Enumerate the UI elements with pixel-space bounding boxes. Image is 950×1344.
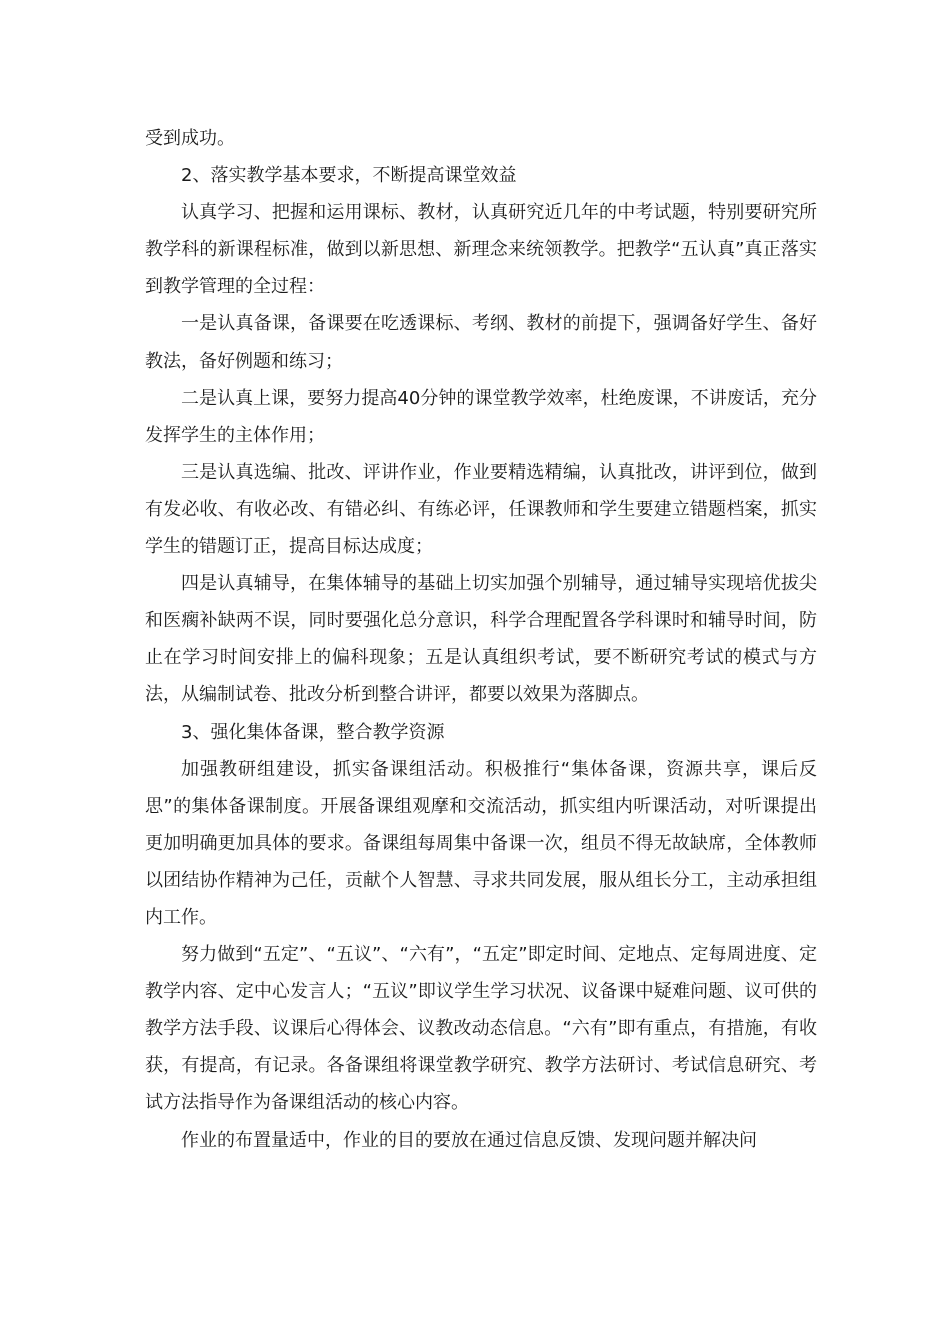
document-body	[145, 120, 817, 1159]
paragraph-6: 三是认真选编、批改、评讲作业，作业要精选精编，认真批改，讲评到位，做到有发必收、有收必改、有错必纠、有练必评，任课教师和学生要建立错题档案，抓实学生的错题订正，提高目标达成度；	[145, 461, 817, 558]
paragraph-4: 一是认真备课，备课要在吃透课标、考纲、教材的前提下，强调备好学生、备好教法，备好例题和练习；	[145, 313, 817, 372]
section-heading-3: 3、强化集体备课，整合教学资源	[181, 721, 445, 743]
paragraph-3: 认真学习、把握和运用课标、教材，认真研究近几年的中考试题，特别要研究所教学科的新课程标准，做到以新思想、新理念来统领教学。把教学“五认真”真正落实到教学管理的全过程：	[145, 202, 817, 298]
section-heading-2: 2、落实教学基本要求，不断提高课堂效益	[181, 165, 517, 187]
paragraph-1: 受到成功。	[145, 128, 235, 149]
paragraph-7: 四是认真辅导，在集体辅导的基础上切实加强个别辅导，通过辅导实现培优拔尖和医瘸补缺两不误，同时要强化总分意识，科学合理配置各学科课时和辅导时间，防止在学习时间安排上的偏科现象；五是认真组织考试，要不断研究考试的模式与方法，从编制试卷、批改分析到整合讲评，都要以效果为落脚点。	[145, 573, 817, 706]
paragraph-10: 努力做到“五定”、“五议”、“六有”，“五定”即定时间、定地点、定每周进度、定教学内容、定中心发言人；“五议”即议学生学习状况、议备课中疑难问题、议可供的教学方法手段、议课后心得体会、议教改动态信息。“六有”即有重点，有措施，有收获，有提高，有记录。各备课组将课堂教学研究、教学方法研讨、考试信息研究、考试方法指导作为备课组活动的核心内容。	[145, 944, 817, 1114]
paragraph-9: 加强教研组建设，抓实备课组活动。积极推行“集体备课，资源共享，课后反思”的集体备课制度。开展备课组观摩和交流活动，抓实组内听课活动，对听课提出更加明确更加具体的要求。备课组每周集中备课一次，组员不得无故缺席，全体教师以团结协作精神为己任，贡献个人智慧、寻求共同发展，服从组长分工，主动承担组内工作。	[145, 758, 817, 928]
paragraph-5: 二是认真上课，要努力提高40分钟的课堂教学效率，杜绝废课，不讲废话，充分发挥学生的主体作用；	[145, 387, 817, 446]
paragraph-11: 作业的布置量适中，作业的目的要放在通过信息反馈、发现问题并解决问	[181, 1129, 757, 1151]
